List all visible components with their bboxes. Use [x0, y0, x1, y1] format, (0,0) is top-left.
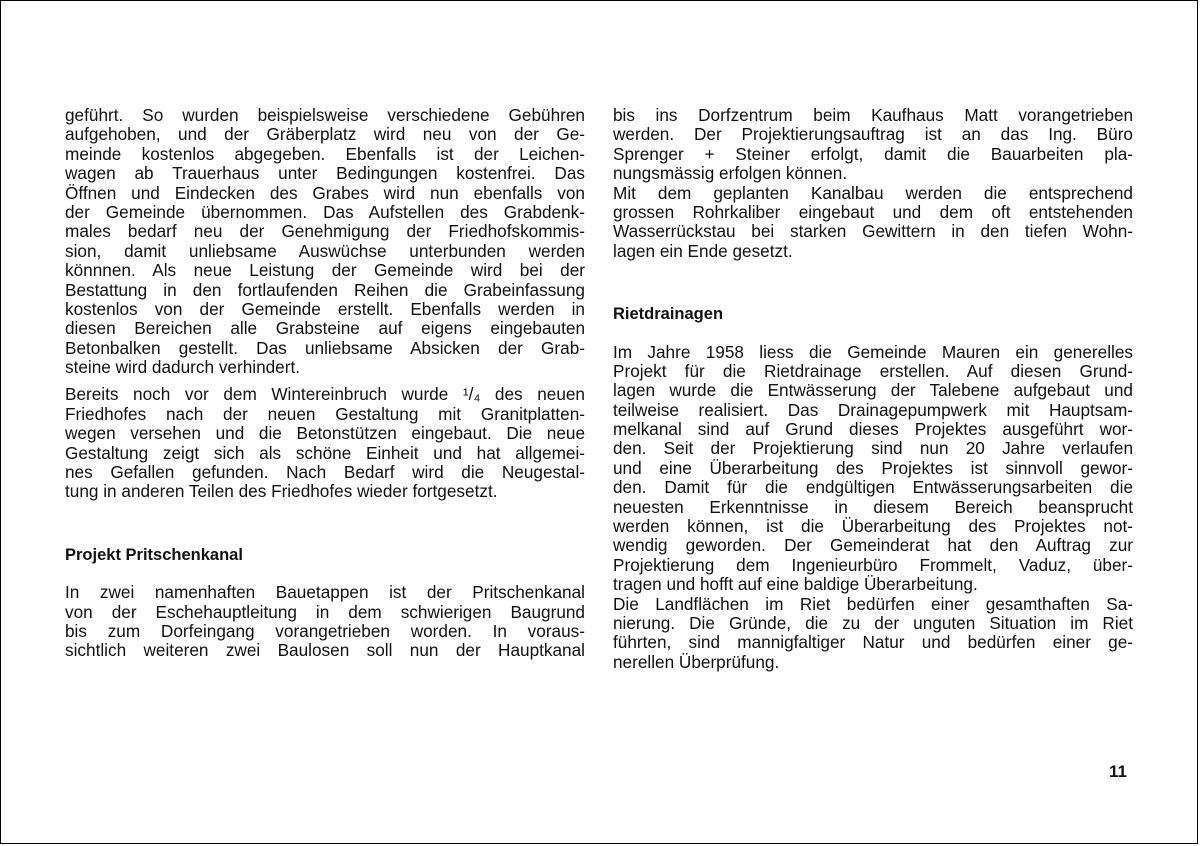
text-line: den. Damit für die endgültigen Entwässerungsarbeiten die: [613, 477, 1133, 498]
text-line: werden. Der Projektierungsauftrag ist an das Ing. Büro: [613, 124, 1133, 145]
text-line: nierung. Die Gründe, die zu der unguten Situation im Riet: [613, 612, 1133, 633]
text-line: Betonbalken gestellt. Das unliebsame Absicken der Grab-: [65, 337, 585, 358]
text-line: Wasserrückstau bei starken Gewittern in den tiefen Wohn-: [613, 221, 1133, 242]
text-line: wegen versehen und die Betonstützen eingebaut. Die neue: [65, 423, 585, 444]
text-line: Bereits noch vor dem Wintereinbruch wurde ¹/₄ des neuen: [65, 384, 585, 405]
text-line: males bedarf neu der Genehmigung der Friedhofskommis-: [65, 221, 585, 242]
text-line: Projekt für die Rietdrainage erstellen. Auf diesen Grund-: [613, 360, 1133, 381]
left-paragraph-2: [65, 385, 585, 501]
text-line: könnnen. Als neue Leistung der Gemeinde wird bei der: [65, 260, 585, 281]
section-heading: Rietdrainagen: [613, 305, 724, 324]
text-line: Im Jahre 1958 liess die Gemeinde Mauren ein generelles: [613, 341, 1133, 362]
text-line: meinde kostenlos abgegeben. Ebenfalls ist der Leichen-: [65, 143, 585, 164]
text-line: diesen Bereichen alle Grabsteine auf eigens eingebauten: [65, 318, 585, 339]
text-line: Die Landflächen im Riet bedürfen einer gesamthaften Sa-: [613, 593, 1133, 614]
text-line: Öffnen und Eindecken des Grabes wird nun ebenfalls von: [65, 182, 585, 203]
right-paragraph-3: [613, 343, 1133, 595]
text-line: grossen Rohrkaliber eingebaut und dem oft entstehenden: [613, 201, 1133, 222]
right-column: [613, 106, 1133, 672]
text-line: nes Gefallen gefunden. Nach Bedarf wird die Neugestal-: [65, 462, 585, 483]
right-paragraph-2: [613, 184, 1133, 262]
text-line: den. Seit der Projektierung sind nun 20 Jahre verlaufen: [613, 438, 1133, 459]
text-line: bis ins Dorfzentrum beim Kaufhaus Matt vorangetrieben: [613, 105, 1133, 125]
text-line: aufgehoben, und der Gräberplatz wird neu von der Ge-: [65, 124, 585, 145]
text-line: werden können, ist die Überarbeitung des Projektes not-: [613, 516, 1133, 537]
text-line: tung in anderen Teilen des Friedhofes wieder fortgesetzt.: [65, 481, 498, 502]
text-line: sichtlich weiteren zwei Baulosen soll nun der Hauptkanal: [65, 640, 585, 661]
text-line: kostenlos von der Gemeinde erstellt. Ebenfalls werden in: [65, 298, 585, 319]
text-line: führten, sind mannigfaltiger Natur und bedürfen einer ge-: [613, 632, 1133, 653]
text-line: tragen und hofft auf eine baldige Überarbeitung.: [613, 574, 978, 595]
text-line: neuesten Erkenntnisse in diesem Bereich beansprucht: [613, 496, 1133, 517]
left-column: [65, 106, 585, 661]
text-line: steine wird dadurch verhindert.: [65, 357, 301, 378]
section-heading: Projekt Pritschenkanal: [65, 545, 243, 564]
text-line: In zwei namenhaften Bauetappen ist der Pritschenkanal: [65, 582, 585, 603]
text-line: bis zum Dorfeingang vorangetrieben worden. In voraus-: [65, 620, 585, 641]
text-line: Mit dem geplanten Kanalbau werden die entsprechend: [613, 182, 1133, 203]
text-line: Gestaltung zeigt sich als schöne Einheit und hat allgemei-: [65, 442, 585, 463]
left-paragraph-3: [65, 583, 585, 661]
text-line: und eine Überarbeitung des Projektes ist sinnvoll gewor-: [613, 457, 1133, 478]
text-line: lagen wurde die Entwässerung der Talebene aufgebaut und: [613, 380, 1133, 401]
text-line: der Gemeinde übernommen. Das Aufstellen des Grabdenk-: [65, 201, 585, 222]
left-paragraph-1: [65, 106, 585, 377]
page-number: 11: [1109, 762, 1127, 781]
text-line: nungsmässig erfolgen können.: [613, 163, 848, 184]
text-line: nerellen Überprüfung.: [613, 651, 780, 672]
text-line: wagen ab Trauerhaus unter Bedingungen kostenfrei. Das: [65, 163, 585, 184]
text-line: wendig geworden. Der Gemeinderat hat den Auftrag zur: [613, 535, 1133, 556]
text-line: Projektierung dem Ingenieurbüro Frommelt, Vaduz, über-: [613, 554, 1133, 575]
right-paragraph-1: [613, 106, 1133, 184]
text-line: geführt. So wurden beispielsweise verschiedene Gebühren: [65, 105, 585, 125]
right-paragraph-4: [613, 595, 1133, 673]
text-line: lagen ein Ende gesetzt.: [613, 240, 793, 261]
text-line: teilweise realisiert. Das Drainagepumpwerk mit Hauptsam-: [613, 399, 1133, 420]
text-line: Bestattung in den fortlaufenden Reihen die Grabeinfassung: [65, 279, 585, 300]
text-line: sion, damit unliebsame Auswüchse unterbunden werden: [65, 240, 585, 261]
text-line: Friedhofes nach der neuen Gestaltung mit Granitplatten-: [65, 403, 585, 424]
text-line: melkanal sind auf Grund dieses Projektes ausgeführt wor-: [613, 419, 1133, 440]
text-line: Sprenger + Steiner erfolgt, damit die Bauarbeiten pla-: [613, 143, 1133, 164]
text-line: von der Eschehauptleitung in dem schwierigen Baugrund: [65, 601, 585, 622]
